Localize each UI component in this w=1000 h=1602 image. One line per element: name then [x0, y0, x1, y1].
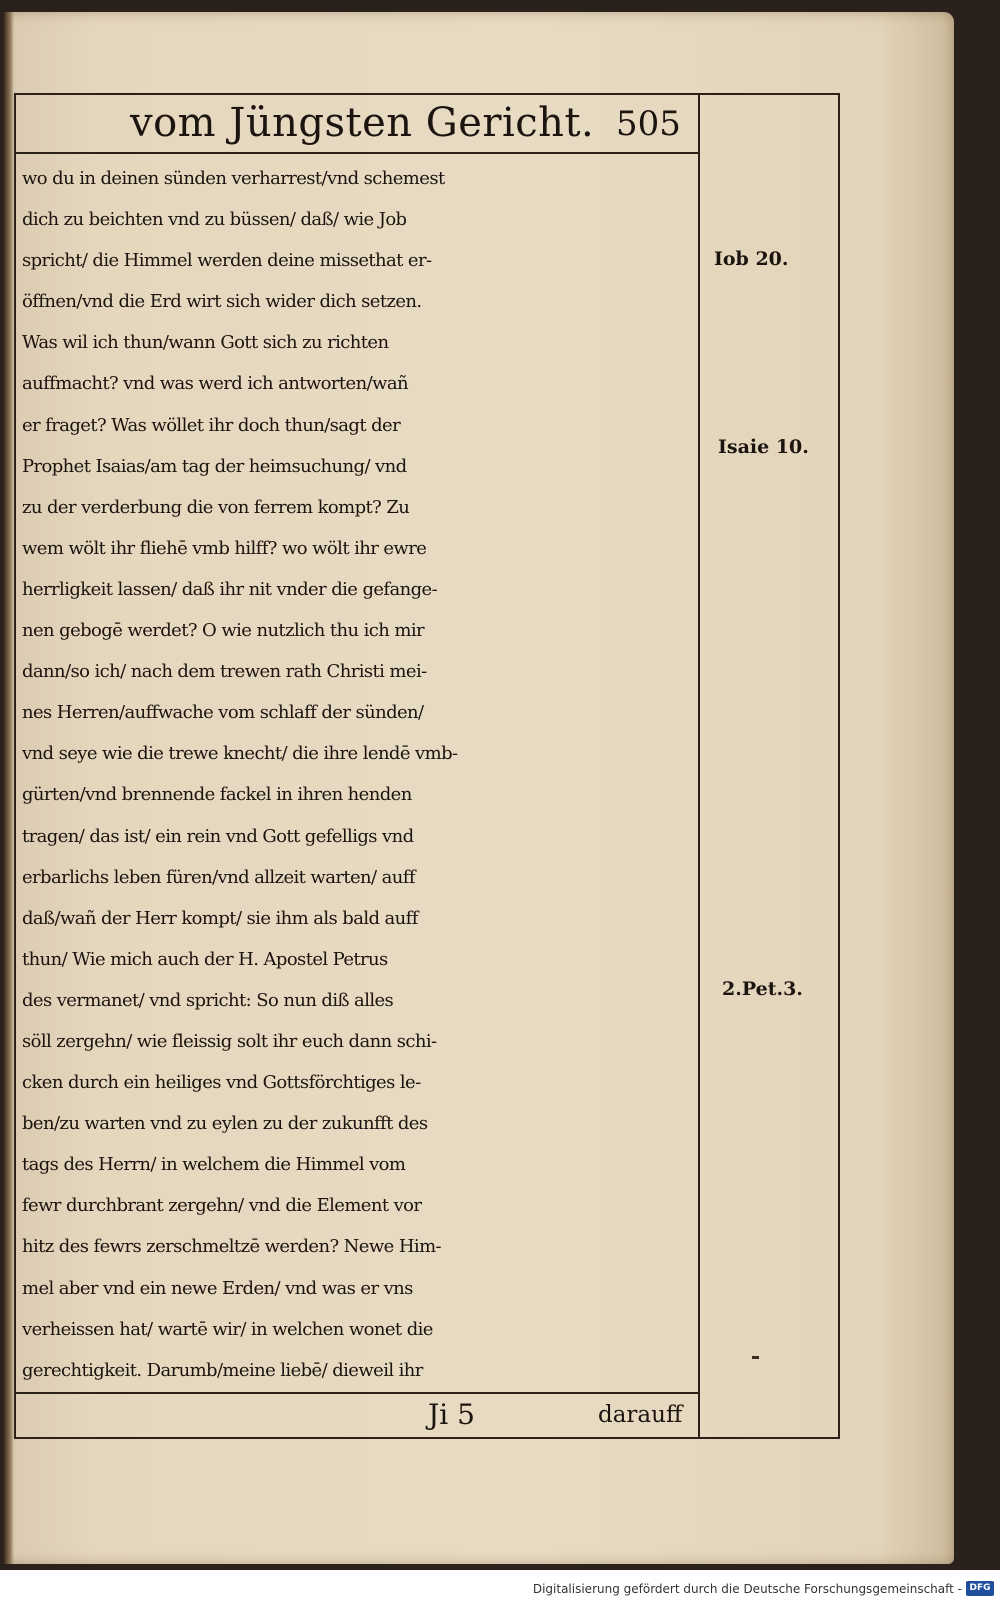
text-line: gürten/vnd brennende fackel in ihren henden [22, 784, 412, 806]
marginal-note-isaiah: Isaie 10. [718, 436, 809, 458]
text-line: söll zergehn/ wie fleissig solt ihr euch dann schi- [22, 1030, 437, 1052]
digitization-credit: Digitalisierung gefördert durch die Deutsche Forschungsgemeinschaft - [532, 1582, 962, 1596]
text-line: verheissen hat/ wartē wir/ in welchen wonet die [22, 1318, 433, 1340]
body-text [22, 158, 692, 1391]
text-line: gerechtigkeit. Darumb/meine liebē/ dieweil ihr [22, 1359, 423, 1381]
text-line: cken durch ein heiliges vnd Gottsförchtiges le- [22, 1072, 421, 1094]
footer-rule [14, 1392, 698, 1394]
text-line: nes Herren/auffwache vom schlaff der sünden/ [22, 702, 424, 724]
running-head: vom Jüngsten Gericht. [130, 100, 595, 146]
text-line: er fraget? Was wöllet ihr doch thun/sagt der [22, 414, 401, 436]
text-line: tragen/ das ist/ ein rein vnd Gott gefelligs vnd [22, 825, 414, 847]
text-line: des vermanet/ vnd spricht: So nun diß alles [22, 989, 394, 1011]
page-gutter-shadow [4, 12, 14, 1564]
text-line: mel aber vnd ein newe Erden/ vnd was er vns [22, 1277, 413, 1299]
text-line: herrligkeit lassen/ daß ihr nit vnder die gefange- [22, 578, 438, 600]
text-line: dann/so ich/ nach dem trewen rath Christi mei- [22, 661, 427, 683]
text-line: spricht/ die Himmel werden deine missethat er- [22, 250, 432, 272]
dfg-logo: DFG [966, 1581, 994, 1596]
margin-column-rule [698, 93, 700, 1437]
text-line: wo du in deinen sünden verharrest/vnd schemest [22, 168, 445, 189]
text-line: erbarlichs leben füren/vnd allzeit warten/ auff [22, 866, 415, 888]
signature-mark: Ji 5 [428, 1398, 475, 1431]
text-line: daß/wañ der Herr kompt/ sie ihm als bald auff [22, 907, 418, 929]
text-line: auffmacht? vnd was werd ich antworten/wañ [22, 373, 408, 395]
header-rule [14, 152, 698, 154]
text-line: Was wil ich thun/wann Gott sich zu richten [22, 332, 389, 354]
ink-mark [752, 1356, 759, 1359]
marginal-note-job: Iob 20. [714, 248, 789, 270]
marginal-note-peter: 2.Pet.3. [722, 978, 803, 1000]
text-line: tags des Herrn/ in welchem die Himmel vom [22, 1154, 406, 1176]
text-line: zu der verderbung die von ferrem kompt? Zu [22, 496, 410, 518]
text-line: Prophet Isaias/am tag der heimsuchung/ vnd [22, 455, 407, 477]
text-line: vnd seye wie die trewe knecht/ die ihre lendē vmb- [22, 743, 458, 765]
text-line: öffnen/vnd die Erd wirt sich wider dich setzen. [22, 291, 422, 313]
text-line: ben/zu warten vnd zu eylen zu der zukunfft des [22, 1113, 428, 1135]
text-line: thun/ Wie mich auch der H. Apostel Petrus [22, 948, 388, 970]
text-line: dich zu beichten vnd zu büssen/ daß/ wie Job [22, 209, 407, 231]
page-number: 505 [616, 104, 681, 144]
text-line: hitz des fewrs zerschmeltzē werden? Newe Him- [22, 1236, 442, 1258]
text-line: fewr durchbrant zergehn/ vnd die Element vor [22, 1195, 422, 1217]
text-line: nen gebogē werdet? O wie nutzlich thu ich mir [22, 620, 424, 642]
text-line: wem wölt ihr fliehē vmb hilff? wo wölt ihr ewre [22, 537, 427, 559]
catchword: darauff [598, 1402, 683, 1428]
